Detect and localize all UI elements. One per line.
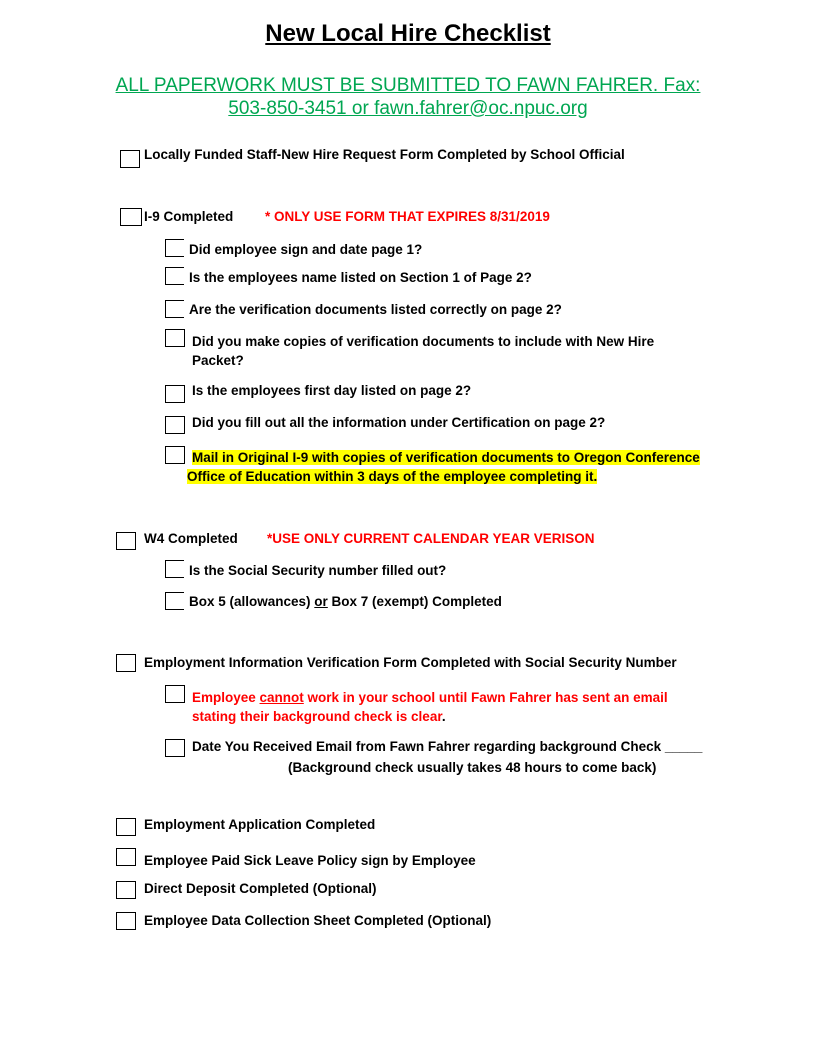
eivf-note: (Background check usually takes 48 hours to come back) [288, 760, 657, 775]
eivf-warning-line-2 [192, 709, 446, 724]
item-application: Employment Application Completed [144, 817, 376, 832]
i9-cert: Did you fill out all the information under Certification on page 2? [192, 415, 606, 430]
eivf-warning-line-1 [192, 690, 668, 705]
checkbox-i9-first-day[interactable] [165, 385, 185, 403]
checkbox-i9-verify[interactable] [165, 300, 184, 318]
notice-line-2[interactable]: 503-850-3451 or fawn.fahrer@oc.npuc.org [228, 98, 588, 119]
checkbox-w4-box[interactable] [165, 592, 184, 610]
checkbox-i9[interactable] [120, 208, 142, 226]
i9-verify: Are the verification documents listed correctly on page 2? [189, 302, 562, 317]
i9-copies-line-2: Packet? [192, 353, 244, 368]
w4-warning: *USE ONLY CURRENT CALENDAR YEAR VERISON [267, 531, 595, 546]
checkbox-w4[interactable] [116, 532, 136, 550]
item-sick-leave: Employee Paid Sick Leave Policy sign by Employee [144, 853, 476, 868]
i9-mail-line-2 [187, 469, 597, 484]
checkbox-application[interactable] [116, 818, 136, 836]
notice-line-1: ALL PAPERWORK MUST BE SUBMITTED TO FAWN FAHRER. Fax: [115, 75, 701, 96]
item-data-sheet: Employee Data Collection Sheet Completed (Optional) [144, 913, 492, 928]
i9-mail-highlight-2: Office of Education within 3 days of the employee completing it. [187, 469, 598, 484]
checkbox-i9-mail[interactable] [165, 446, 185, 464]
i9-copies-line-1: Did you make copies of verification documents to include with New Hire [192, 334, 655, 349]
eivf-warn-period: . [441, 709, 446, 724]
checkbox-staff-request[interactable] [120, 150, 140, 168]
checkbox-i9-name[interactable] [165, 267, 184, 285]
w4-box-or: or [314, 594, 328, 609]
i9-warning: * ONLY USE FORM THAT EXPIRES 8/31/2019 [265, 209, 550, 224]
i9-mail-highlight-1: Mail in Original I-9 with copies of verification documents to Oregon Conference [192, 450, 700, 465]
checkbox-i9-cert[interactable] [165, 416, 185, 434]
item-staff-request: Locally Funded Staff-New Hire Request Form Completed by School Official [144, 147, 625, 162]
item-eivf: Employment Information Verification Form Completed with Social Security Number [144, 655, 677, 670]
item-i9: I-9 Completed [144, 209, 234, 224]
i9-mail-line-1 [192, 450, 700, 465]
checkbox-eivf-date[interactable] [165, 739, 185, 757]
eivf-warn-post: work in your school until Fawn Fahrer has sent an email [303, 690, 668, 705]
checkbox-eivf[interactable] [116, 654, 136, 672]
checkbox-i9-copies[interactable] [165, 329, 185, 347]
w4-box [189, 594, 502, 609]
eivf-warn-2: stating their background check is clear [192, 709, 442, 724]
w4-ssn: Is the Social Security number filled out? [189, 563, 447, 578]
checkbox-w4-ssn[interactable] [165, 560, 184, 578]
checkbox-eivf-warning[interactable] [165, 685, 185, 703]
checkbox-direct-deposit[interactable] [116, 881, 136, 899]
checkbox-data-sheet[interactable] [116, 912, 136, 930]
item-direct-deposit: Direct Deposit Completed (Optional) [144, 881, 377, 896]
i9-name: Is the employees name listed on Section 1 of Page 2? [189, 270, 532, 285]
w4-box-post: Box 7 (exempt) Completed [327, 594, 502, 609]
i9-first-day: Is the employees first day listed on page 2? [192, 383, 472, 398]
w4-box-pre: Box 5 (allowances) [189, 594, 315, 609]
page-title: New Local Hire Checklist [265, 20, 551, 47]
checkbox-sick-leave[interactable] [116, 848, 136, 866]
eivf-warn-pre: Employee [192, 690, 260, 705]
checkbox-i9-sign[interactable] [165, 239, 184, 257]
item-w4: W4 Completed [144, 531, 238, 546]
eivf-date-received: Date You Received Email from Fawn Fahrer regarding background Check _____ [192, 739, 703, 754]
i9-sign: Did employee sign and date page 1? [189, 242, 423, 257]
eivf-warn-cannot: cannot [259, 690, 304, 705]
